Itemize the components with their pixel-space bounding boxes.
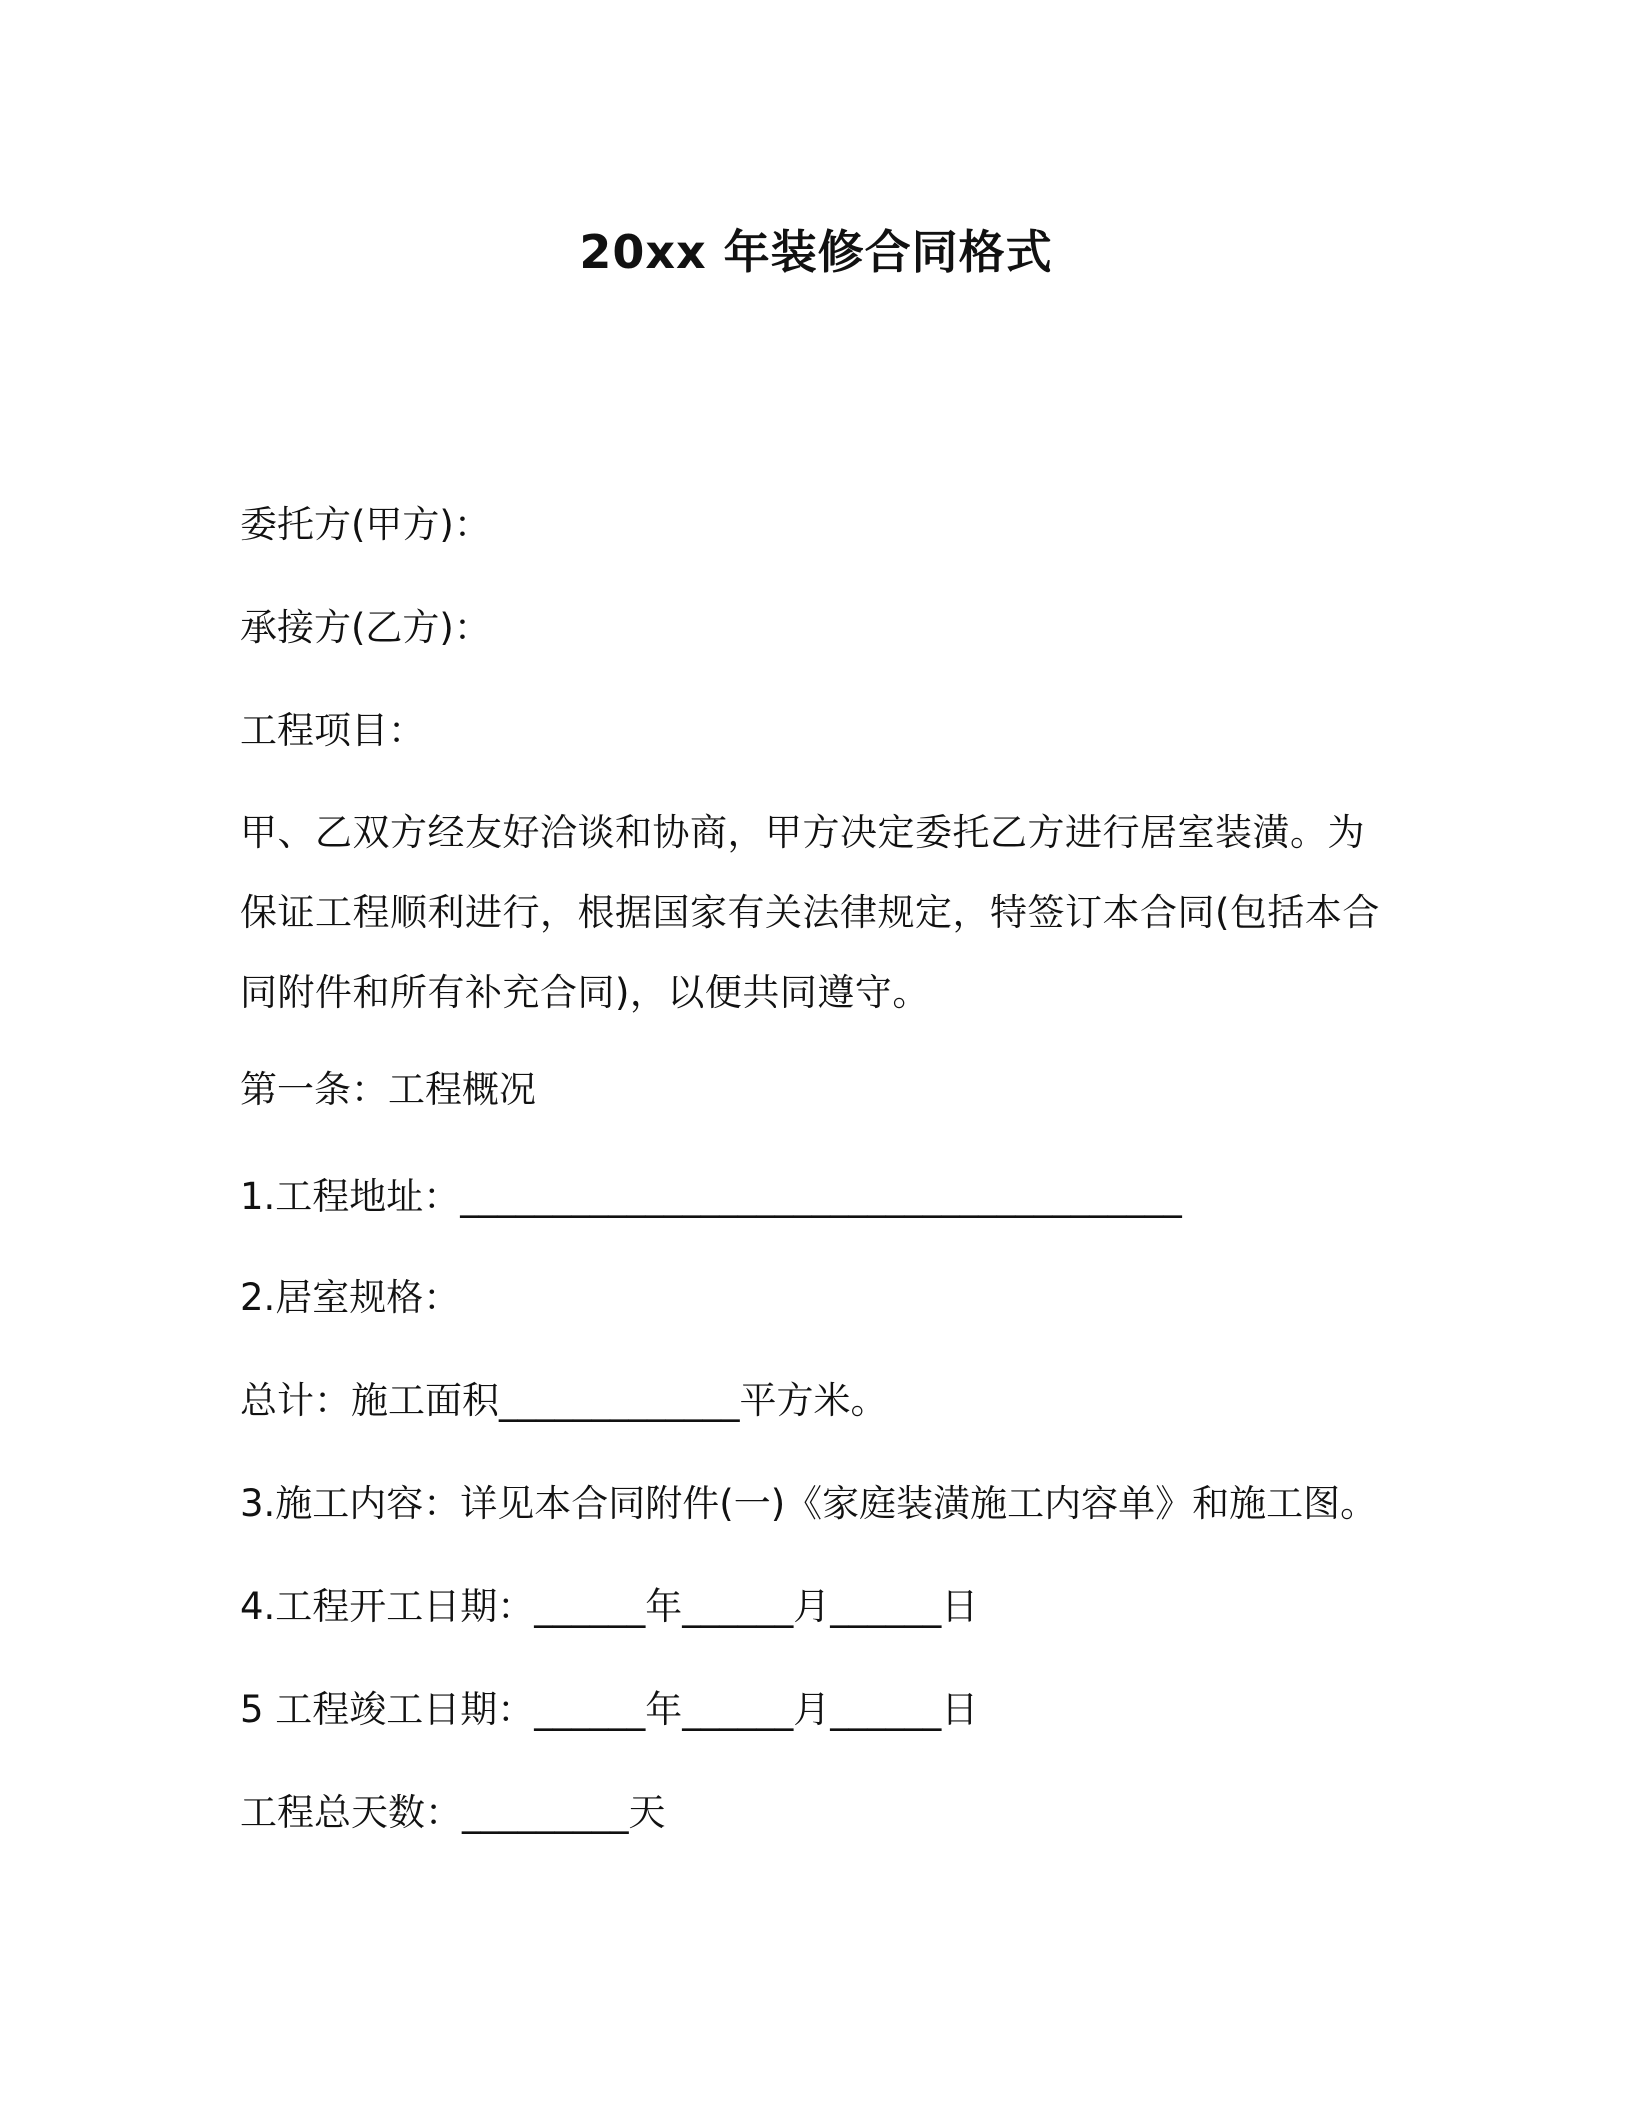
item-completion-date: 5 工程竣工日期：______年______月______日 bbox=[240, 1688, 979, 1731]
item-total-days: 工程总天数：_________天 bbox=[240, 1791, 666, 1834]
party-b-label: 承接方(乙方)： bbox=[240, 606, 491, 649]
intro-paragraph bbox=[240, 793, 1380, 1033]
item-construction-content: 3.施工内容：详见本合同附件(一)《家庭装潢施工内容单》和施工图。 bbox=[240, 1482, 1378, 1525]
project-label: 工程项目： bbox=[240, 709, 425, 752]
item-total-area: 总计：施工面积_____________平方米。 bbox=[240, 1379, 888, 1422]
item-room-spec: 2.居室规格： bbox=[240, 1276, 461, 1319]
intro-line: 同附件和所有补充合同)，以便共同遵守。 bbox=[240, 971, 930, 1014]
intro-line: 保证工程顺利进行，根据国家有关法律规定，特签订本合同(包括本合 bbox=[240, 891, 1380, 934]
article-1-heading: 第一条：工程概况 bbox=[240, 1068, 536, 1111]
item-start-date: 4.工程开工日期：______年______月______日 bbox=[240, 1585, 979, 1628]
intro-line: 甲、乙双方经友好洽谈和协商，甲方决定委托乙方进行居室装潢。为 bbox=[240, 811, 1365, 854]
document-title: 20xx 年装修合同格式 bbox=[579, 225, 1053, 279]
party-a-label: 委托方(甲方)： bbox=[240, 503, 491, 546]
item-address: 1.工程地址：_______________________________________ bbox=[240, 1175, 1182, 1218]
